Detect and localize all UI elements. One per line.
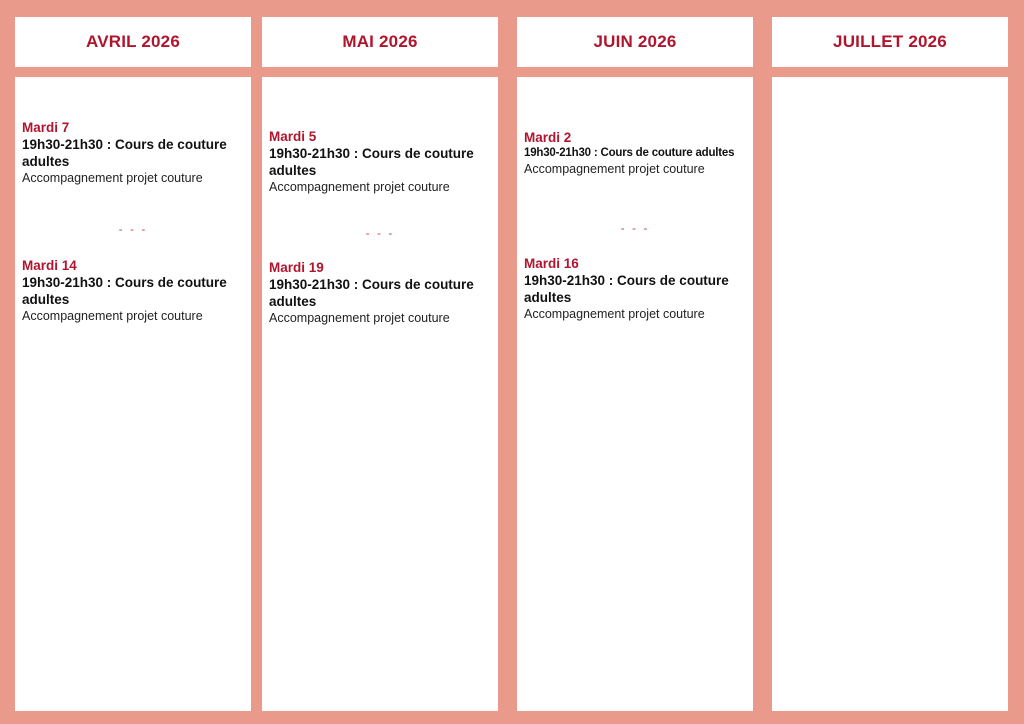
event-separator: - - - bbox=[118, 222, 148, 236]
event-subtitle: Accompagnement projet couture bbox=[524, 307, 705, 321]
event-title: 19h30-21h30 : Cours de couture adultes bbox=[269, 146, 474, 178]
event-subtitle: Accompagnement projet couture bbox=[269, 311, 450, 325]
event-item bbox=[524, 255, 747, 323]
month-body bbox=[517, 77, 753, 711]
event-subtitle: Accompagnement projet couture bbox=[22, 309, 203, 323]
month-body bbox=[262, 77, 498, 711]
event-date: Mardi 16 bbox=[524, 256, 579, 271]
event-date: Mardi 14 bbox=[22, 258, 77, 273]
month-body bbox=[15, 77, 251, 711]
event-subtitle: Accompagnement projet couture bbox=[524, 162, 705, 176]
event-subtitle: Accompagnement projet couture bbox=[22, 171, 203, 185]
event-date: Mardi 5 bbox=[269, 129, 317, 144]
event-item bbox=[22, 119, 245, 187]
event-date: Mardi 2 bbox=[524, 130, 572, 145]
event-separator: - - - bbox=[365, 226, 395, 240]
event-date: Mardi 7 bbox=[22, 120, 70, 135]
event-subtitle: Accompagnement projet couture bbox=[269, 180, 450, 194]
event-title: 19h30-21h30 : Cours de couture adultes bbox=[524, 147, 735, 159]
event-item bbox=[269, 259, 492, 327]
event-date: Mardi 19 bbox=[269, 260, 324, 275]
event-title: 19h30-21h30 : Cours de couture adultes bbox=[524, 273, 729, 305]
event-title: 19h30-21h30 : Cours de couture adultes bbox=[22, 275, 227, 307]
month-column-mai bbox=[262, 17, 498, 325]
month-body bbox=[772, 77, 1008, 711]
month-column-juin bbox=[517, 17, 753, 321]
event-item bbox=[269, 128, 492, 196]
event-item bbox=[524, 129, 747, 178]
event-separator: - - - bbox=[620, 221, 650, 235]
month-header: JUIN 2026 bbox=[517, 17, 753, 67]
month-column-juillet bbox=[772, 17, 1008, 67]
event-item bbox=[22, 257, 245, 325]
month-header: AVRIL 2026 bbox=[15, 17, 251, 67]
event-title: 19h30-21h30 : Cours de couture adultes bbox=[269, 277, 474, 309]
month-column-avril bbox=[15, 17, 251, 323]
event-title: 19h30-21h30 : Cours de couture adultes bbox=[22, 137, 227, 169]
month-header: MAI 2026 bbox=[262, 17, 498, 67]
month-header: JUILLET 2026 bbox=[772, 17, 1008, 67]
